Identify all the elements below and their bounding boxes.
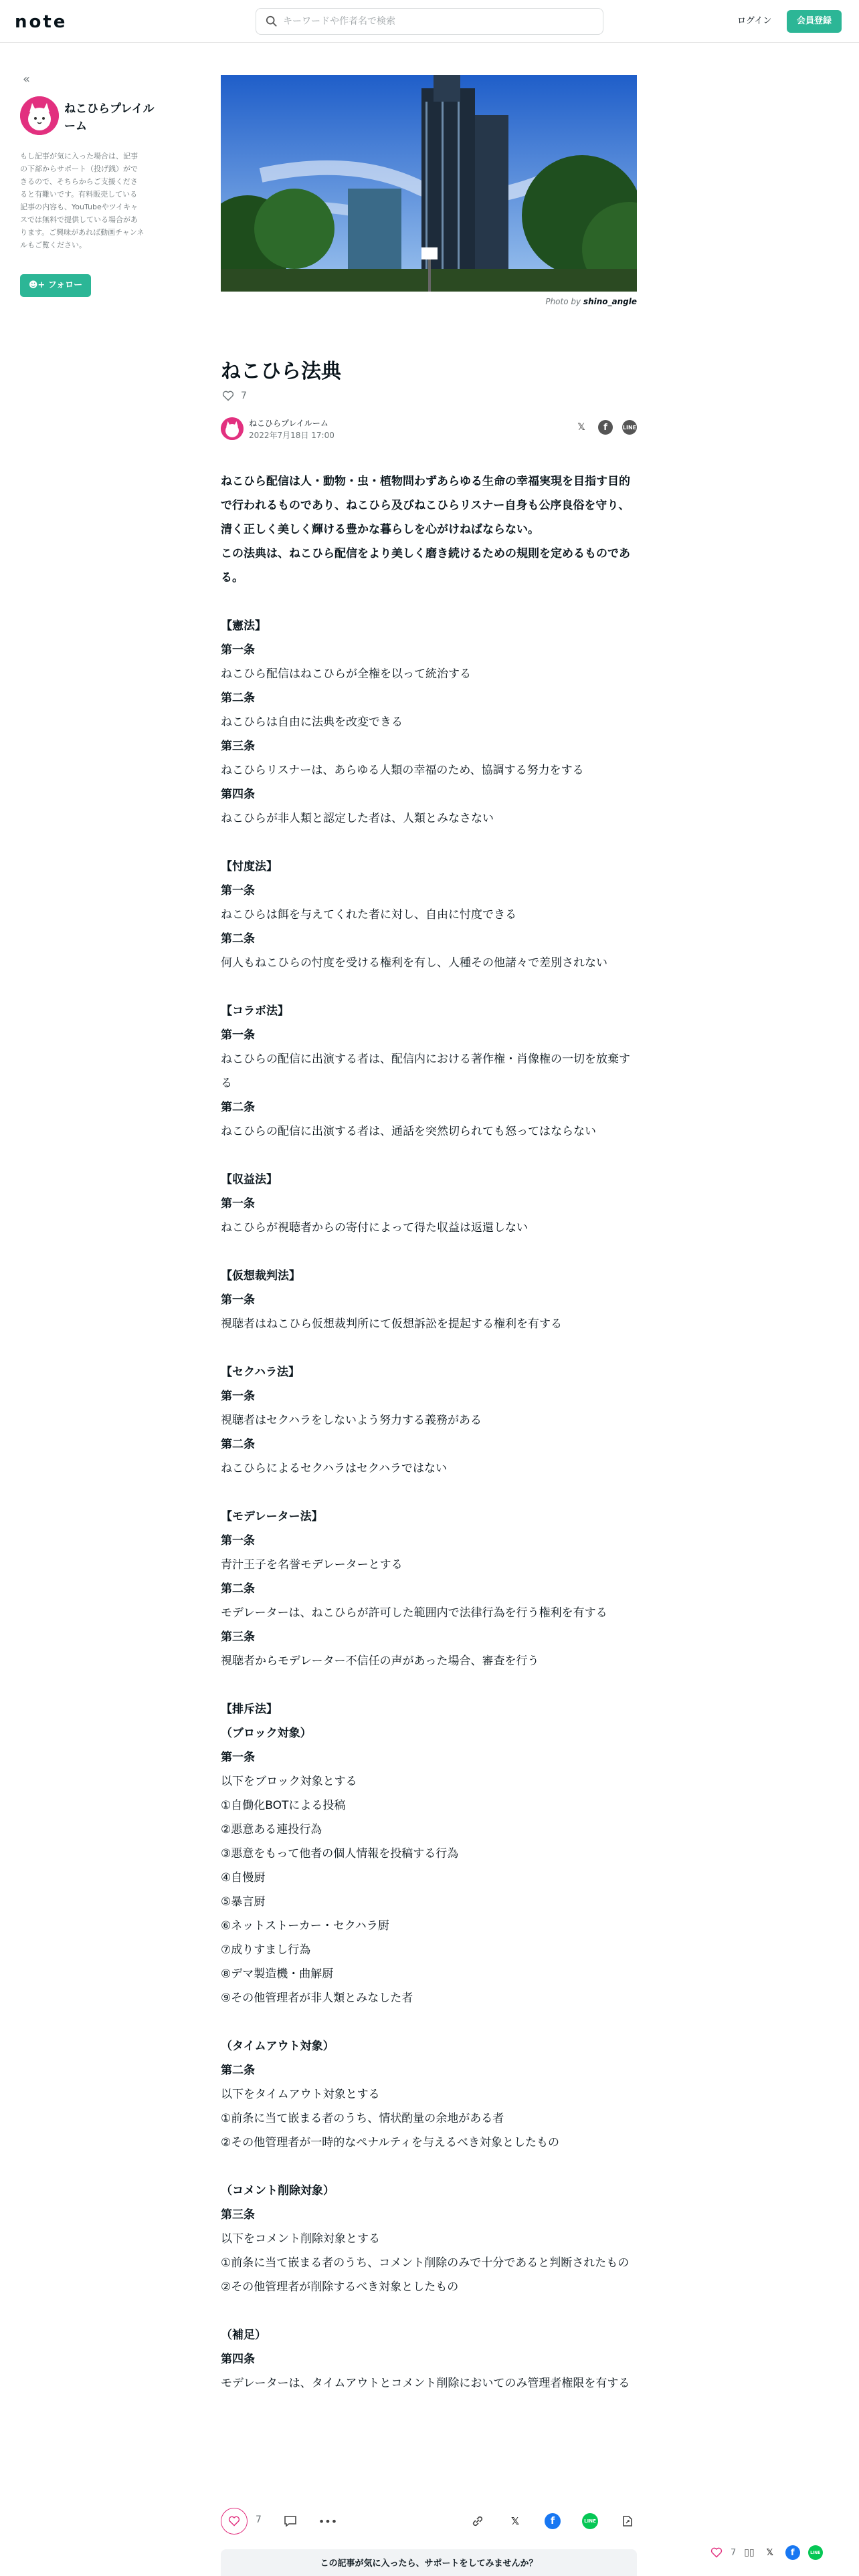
floating-like-count: 7 [731,2547,737,2558]
article-line: ねこひらリスナーは、あらゆる人類の幸福のため、協調する努力をする [221,764,584,777]
article-label: 第二条 [221,1101,255,1114]
top-header [0,0,859,43]
section-heading: 【モデレーター法】 [221,1510,323,1523]
line-share-icon[interactable]: LINE [808,2545,823,2560]
article-line: ①前条に当て嵌まる者のうち、コメント削除のみで十分であると判断されたもの [221,2256,630,2270]
article-action-bar [221,2502,637,2541]
article-label: 第一条 [221,1390,255,1403]
search-icon [266,15,278,27]
article-label: 第一条 [221,643,255,657]
article-line: 以下をコメント削除対象とする [221,2232,380,2246]
article-line: 何人もねこひらの忖度を受ける権利を有し、人種その他諸々で差別されない [221,956,607,970]
photo-credit-author[interactable]: shino_angle [583,297,637,306]
article-label: 第四条 [221,2353,255,2366]
article-line: 青汁王子を名誉モデレーターとする [221,1558,403,1572]
magazine-icon[interactable]: ▯▯ [744,2547,755,2558]
article-body [221,469,637,2420]
facebook-share-icon[interactable]: f [785,2545,800,2560]
article-line: 以下をブロック対象とする [221,1775,357,1788]
search-box[interactable] [256,8,603,35]
login-button[interactable]: ログイン [737,16,772,26]
article-line: 視聴者はセクハラをしないよう努力する義務がある [221,1414,482,1427]
embed-icon[interactable] [619,2513,636,2529]
publish-date: 2022年7月18日 17:00 [249,431,335,440]
article-line: ⑧デマ製造機・曲解厨 [221,1967,334,1981]
article-line: ⑥ネットストーカー・セクハラ厨 [221,1919,389,1933]
line-share-icon[interactable]: LINE [582,2513,598,2529]
photo-credit [221,297,637,306]
author-avatar[interactable] [221,417,244,440]
article-line: ②その他管理者が削除するべき対象としたもの [221,2280,459,2294]
facebook-share-icon[interactable]: f [545,2513,561,2529]
article-title: ねこひら法典 [221,360,341,383]
share-buttons-top [574,420,637,435]
section-heading: （補足） [221,2329,266,2342]
section-heading: （タイムアウト対象） [221,2040,335,2053]
article-line: 視聴者からモデレーター不信任の声があった場合、審査を行う [221,1654,539,1668]
article-line: ねこひら配信はねこひらが全権を以って統治する [221,667,471,681]
article-line: ⑦成りすまし行為 [221,1943,311,1957]
heart-icon[interactable] [710,2547,723,2558]
heart-icon [228,2516,240,2527]
x-share-icon[interactable]: 𝕏 [577,422,585,433]
follow-label: フォロー [47,280,83,290]
heart-icon [222,391,234,401]
author-row [221,416,637,443]
sidebar-author-name[interactable]: ねこひらプレイルーム [64,102,155,133]
article-label: 第四条 [221,788,255,801]
collapse-sidebar-icon[interactable]: « [23,72,31,86]
article-line: ③悪意をもって他者の個人情報を投稿する行為 [221,1847,459,1860]
support-prompt[interactable]: この記事が気に入ったら、サポートをしてみませんか？ [221,2549,637,2576]
add-user-icon: ☻+ [28,280,48,290]
article-label: 第一条 [221,1293,255,1307]
article-label: 第一条 [221,1534,255,1547]
comment-icon[interactable] [282,2513,298,2529]
photo-credit-prefix: Photo by [545,297,581,306]
link-icon[interactable] [470,2513,486,2529]
line-share-icon[interactable]: LINE [622,420,637,435]
article-line: ねこひらが視聴者からの寄付によって得た収益は返還しない [221,1221,528,1235]
follow-button[interactable] [20,274,91,297]
x-share-icon[interactable]: 𝕏 [766,2547,773,2558]
article-line: ①自働化BOTによる投稿 [221,1799,346,1812]
article-label: 第二条 [221,2064,255,2077]
article-line: ②その他管理者が一時的なペナルティを与えるべき対象としたもの [221,2136,560,2149]
article-label: （ブロック対象） [221,1727,312,1740]
section-heading: 【忖度法】 [221,860,278,873]
intro-paragraph: この法典は、ねこひら配信をより美しく磨き続けるための規則を定めるものである。 [221,547,630,584]
article-line: ①前条に当て嵌まる者のうち、情状酌量の余地がある者 [221,2112,504,2125]
article-label: 第一条 [221,1751,255,1764]
avatar[interactable] [20,96,59,135]
facebook-share-icon[interactable]: f [598,420,613,435]
article-line: 視聴者はねこひら仮想裁判所にて仮想訴訟を提起する権利を有する [221,1317,562,1331]
article-line: ②悪意ある連投行為 [221,1823,322,1836]
article-line: ねこひらの配信に出演する者は、通話を突然切られても怒ってはならない [221,1125,596,1138]
article-label: 第一条 [221,1029,255,1042]
article-line: ねこひらは自由に法典を改変できる [221,716,403,729]
article-line: モデレーターは、タイムアウトとコメント削除においてのみ管理者権限を有する [221,2377,630,2390]
more-options-icon[interactable]: ••• [318,2514,338,2528]
like-count: 7 [256,2514,262,2525]
section-heading: 【排斥法】 [221,1703,278,1716]
article-line: ねこひらは餌を与えてくれた者に対し、自由に忖度できる [221,908,516,922]
floating-share-bar [710,2544,823,2561]
article-line: ねこひらによるセクハラはセクハラではない [221,1462,447,1475]
like-summary[interactable] [222,389,247,403]
article-line: ねこひらの配信に出演する者は、配信内における著作権・肖像権の一切を放棄する [221,1053,630,1090]
section-heading: （コメント削除対象） [221,2184,335,2197]
sidebar-description: もし記事が気に入った場合は、記事の下部からサポート（投げ銭）ができるので、そちらからご支援くださると有難いです。有料販売している記事の内容も、YouTubeやツイキャスでは無料で提供している場合があります。ご興味があれば動画チャンネルもご覧ください。 [20,152,145,249]
article-line: ④自慢厨 [221,1871,266,1885]
article-line: 以下をタイムアウト対象とする [221,2088,380,2101]
article-line: ⑨その他管理者が非人類とみなした者 [221,1992,413,2005]
article-label: 第三条 [221,1630,255,1644]
section-heading: 【セクハラ法】 [221,1366,300,1379]
article-label: 第三条 [221,740,255,753]
article-label: 第二条 [221,1438,255,1451]
intro-paragraph: ねこひら配信は人・動物・虫・植物問わずあらゆる生命の幸福実現を目指す目的で行われるものであり、ねこひら及びねこひらリスナー自身も公序良俗を守り、清く正しく美しく輝ける豊かな暮らしを心がけねばならない。 [221,475,630,536]
section-heading: 【収益法】 [221,1173,278,1186]
article-label: 第一条 [221,884,255,897]
section-heading: 【仮想裁判法】 [221,1269,300,1283]
x-share-icon[interactable]: 𝕏 [510,2515,520,2527]
signup-button[interactable]: 会員登録 [787,10,842,33]
section-heading: 【コラボ法】 [221,1004,289,1018]
like-button[interactable] [221,2508,248,2535]
section-heading: 【憲法】 [221,619,266,633]
search-input[interactable] [283,13,591,30]
note-logo[interactable]: note [15,12,68,32]
like-count-top: 7 [241,391,247,401]
article-label: 第二条 [221,1582,255,1596]
hero-image [221,75,637,292]
author-name[interactable]: ねこひらプレイルーム [249,419,328,428]
article-line: ねこひらが非人類と認定した者は、人類とみなさない [221,812,494,825]
article-label: 第三条 [221,2208,255,2222]
article-line: ⑤暴言厨 [221,1895,266,1909]
article-label: 第二条 [221,691,255,705]
article-label: 第二条 [221,932,255,946]
article-label: 第一条 [221,1197,255,1210]
article-line: モデレーターは、ねこひらが許可した範囲内で法律行為を行う権利を有する [221,1606,607,1620]
